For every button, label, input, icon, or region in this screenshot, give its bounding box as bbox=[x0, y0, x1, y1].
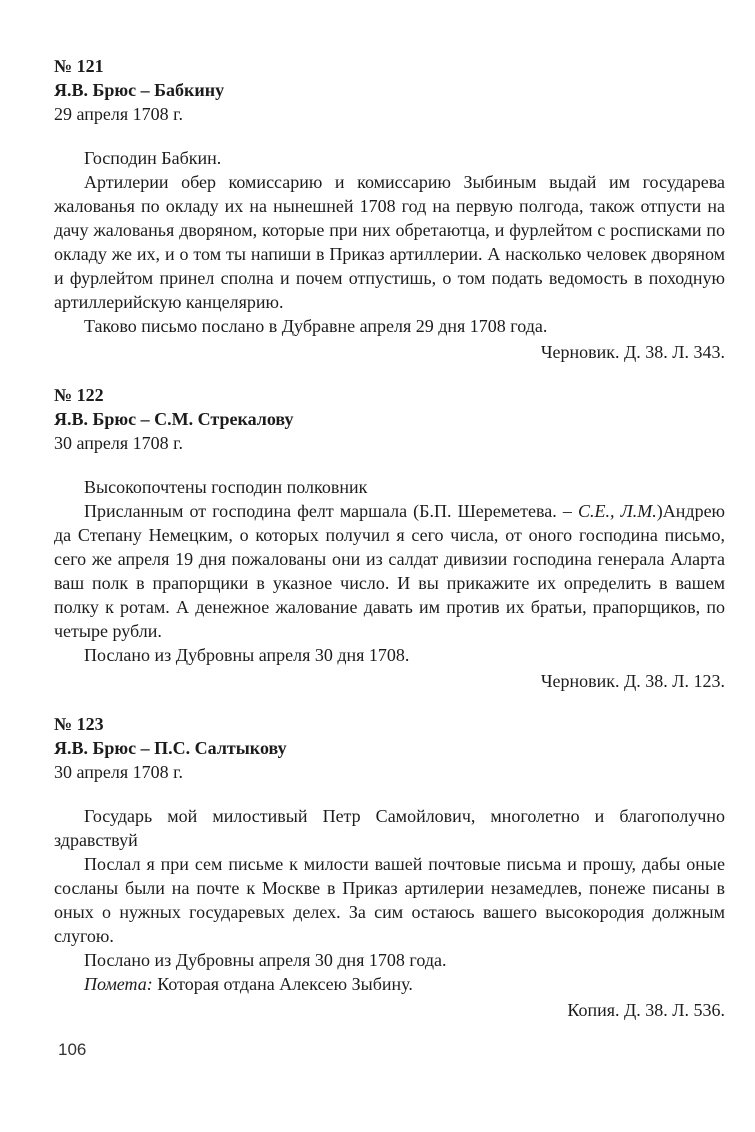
document-123 bbox=[54, 712, 725, 1022]
document-122 bbox=[54, 383, 725, 693]
letter-paragraph: Послано из Дубровны апреля 30 дня 1708. bbox=[84, 645, 410, 665]
document-date: 30 апреля 1708 г. bbox=[54, 762, 183, 782]
letter-paragraph: Послал я при сем письме к милости вашей почтовые письма и прошу, дабы оные сосланы были на почте к Москве в Приказ артилерии незамедлев, понеже писаны в оных о нужных государевых делех. За сим остаюсь вашего высокородия должным слугою. bbox=[54, 854, 725, 946]
letter-paragraph: Послано из Дубровны апреля 30 дня 1708 года. bbox=[84, 950, 447, 970]
note-label: Помета: bbox=[84, 974, 153, 994]
document-title: Я.В. Брюс – Бабкину bbox=[54, 80, 225, 100]
archive-source: Черновик. Д. 38. Л. 343. bbox=[540, 342, 725, 362]
document-title: Я.В. Брюс – П.С. Салтыкову bbox=[54, 738, 287, 758]
letter-paragraph bbox=[54, 499, 725, 643]
salutation: Высокопочтены господин полковник bbox=[84, 477, 368, 497]
archive-source: Копия. Д. 38. Л. 536. bbox=[567, 1000, 725, 1020]
document-121 bbox=[54, 54, 725, 364]
paragraph-text: Присланным от господина фелт маршала (Б.П. Шереметева. – bbox=[84, 501, 578, 521]
document-number: № 122 bbox=[54, 385, 104, 405]
document-number: № 121 bbox=[54, 56, 104, 76]
editor-initials: С.Е., Л.М. bbox=[577, 501, 657, 521]
salutation: Господин Бабкин. bbox=[84, 148, 222, 168]
note-text: Которая отдана Алексею Зыбину. bbox=[152, 974, 413, 994]
paragraph-text: )Андрею да Степану Немецким, о которых получил я сего числа, от оного господина письмо, сего же апреля 19 дня пожалованы они из салдат дивизии господина генерала Аларта ваш полк в прапорщики в указное число. И вы прикажите их определить в вашем полку к ротам. А денежное жалование давать им против их братьи, прапорщиков, по четыре рубли. bbox=[54, 501, 726, 641]
document-title: Я.В. Брюс – С.М. Стрекалову bbox=[54, 409, 294, 429]
note-paragraph bbox=[54, 972, 725, 996]
document-date: 29 апреля 1708 г. bbox=[54, 104, 183, 124]
page-number: 106 bbox=[58, 1040, 87, 1059]
letter-paragraph: Артилерии обер комиссарию и комиссарию Зыбиным выдай им государева жалованья по окладу их на нынешней 1708 год на первую полгода, також отпусти на дачу жалованья дворяном, которые при них обретаютца, и фурлейтом с росписками по окладу же их, и о том ты напиши в Приказ артиллерии. А насколько человек дворяном и фурлейтом принел сполна и почем отпустишь, о том подать ведомость в походную артиллерийскую канцелярию. bbox=[54, 172, 725, 312]
letter-paragraph: Таково письмо послано в Дубравне апреля 29 дня 1708 года. bbox=[84, 316, 548, 336]
document-date: 30 апреля 1708 г. bbox=[54, 433, 183, 453]
letter-paragraph: Государь мой милостивый Петр Самойлович, многолетно и благополучно здравствуй bbox=[54, 806, 725, 850]
archive-source: Черновик. Д. 38. Л. 123. bbox=[540, 671, 725, 691]
document-number: № 123 bbox=[54, 714, 104, 734]
